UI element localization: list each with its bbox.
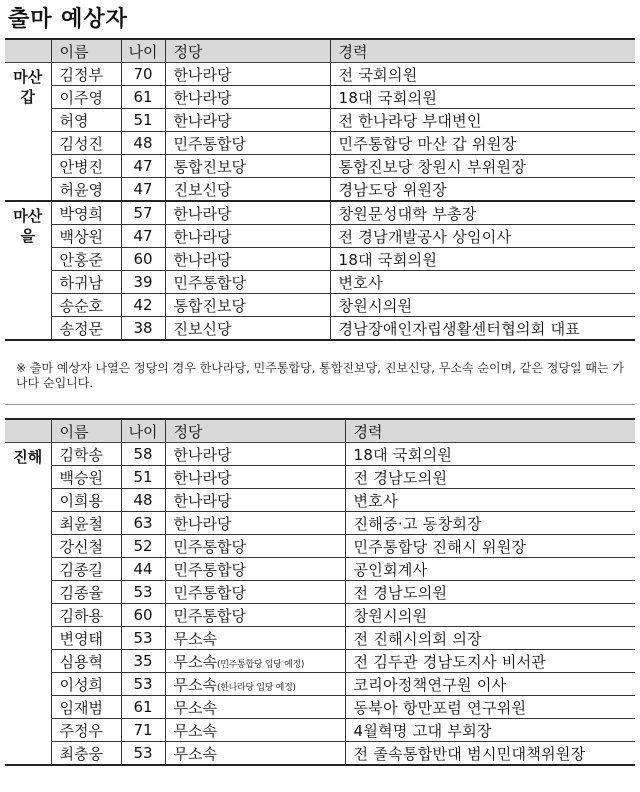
candidate-age: 48 <box>121 132 165 155</box>
candidate-party <box>165 650 345 673</box>
candidate-name: 백상원 <box>51 225 121 248</box>
candidate-name: 허영 <box>51 109 121 132</box>
candidate-age: 35 <box>121 650 165 673</box>
candidate-career: 창원시의원 <box>345 604 635 627</box>
candidate-party: 통합진보당 <box>165 294 330 317</box>
candidate-age: 61 <box>121 696 165 719</box>
candidate-career: 민주통합당 마산 갑 위원장 <box>330 132 635 155</box>
candidate-party: 민주통합당 <box>165 271 330 294</box>
party-join-note: (민주통합당 입당 예정) <box>216 659 305 670</box>
candidate-career: 경남장애인자립생활센터협의회 대표 <box>330 317 635 341</box>
header-party: 정당 <box>165 39 330 63</box>
candidate-row <box>5 178 635 202</box>
header-name: 이름 <box>51 419 121 443</box>
candidate-party <box>165 673 345 696</box>
candidate-party: 민주통합당 <box>165 604 345 627</box>
candidate-party: 한나라당 <box>165 201 330 225</box>
candidate-row <box>5 650 635 673</box>
party-name: 무소속 <box>173 675 217 694</box>
candidate-career: 전 경남개발공사 상임이사 <box>330 225 635 248</box>
candidate-name: 박영희 <box>51 201 121 225</box>
candidate-age: 60 <box>121 604 165 627</box>
candidate-party: 무소속 <box>165 627 345 650</box>
candidate-party: 민주통합당 <box>165 132 330 155</box>
candidate-name: 최윤철 <box>51 512 121 535</box>
candidate-party: 진보신당 <box>165 178 330 202</box>
candidate-row <box>5 248 635 271</box>
candidate-age: 58 <box>121 443 165 466</box>
party-join-note: (한나라당 입당 예정) <box>216 682 296 693</box>
candidate-career: 전 한나라당 부대변인 <box>330 109 635 132</box>
header-career: 경력 <box>345 419 635 443</box>
candidate-age: 44 <box>121 558 165 581</box>
candidate-age: 57 <box>121 201 165 225</box>
candidate-career: 공인회계사 <box>345 558 635 581</box>
candidate-career: 전 국회의원 <box>330 63 635 86</box>
candidate-name: 임재범 <box>51 696 121 719</box>
candidate-name: 송정문 <box>51 317 121 341</box>
candidate-career: 전 경남도의원 <box>345 466 635 489</box>
candidate-age: 38 <box>121 317 165 341</box>
candidate-party: 통합진보당 <box>165 155 330 178</box>
candidate-name: 김종길 <box>51 558 121 581</box>
candidate-row <box>5 109 635 132</box>
candidate-age: 47 <box>121 225 165 248</box>
candidate-row <box>5 535 635 558</box>
candidate-career: 민주통합당 진해시 위원장 <box>345 535 635 558</box>
candidate-row <box>5 719 635 742</box>
candidate-name: 백승원 <box>51 466 121 489</box>
candidate-name: 주정우 <box>51 719 121 742</box>
candidate-party: 한나라당 <box>165 86 330 109</box>
candidate-career: 18대 국회의원 <box>330 248 635 271</box>
candidate-age: 48 <box>121 489 165 512</box>
candidate-party: 무소속 <box>165 696 345 719</box>
candidate-row <box>5 225 635 248</box>
candidate-row <box>5 581 635 604</box>
candidate-age: 52 <box>121 535 165 558</box>
table-header-row <box>5 39 635 63</box>
region-label-masan-gap: 마산 갑 <box>5 63 51 202</box>
candidate-name: 허윤영 <box>51 178 121 202</box>
candidate-career: 경남도당 위원장 <box>330 178 635 202</box>
candidate-name: 변영태 <box>51 627 121 650</box>
party-name: 무소속 <box>173 652 217 671</box>
candidate-career: 전 김두관 경남도지사 비서관 <box>345 650 635 673</box>
candidate-name: 김하용 <box>51 604 121 627</box>
candidate-party: 민주통합당 <box>165 581 345 604</box>
candidate-party: 무소속 <box>165 742 345 766</box>
candidate-name: 김학송 <box>51 443 121 466</box>
jinhae-candidates-table <box>5 418 635 766</box>
candidate-party: 한나라당 <box>165 63 330 86</box>
candidate-age: 61 <box>121 86 165 109</box>
candidate-career: 18대 국회의원 <box>345 443 635 466</box>
candidate-party: 무소속 <box>165 719 345 742</box>
candidate-age: 53 <box>121 627 165 650</box>
candidate-party: 한나라당 <box>165 109 330 132</box>
section-divider <box>5 404 635 405</box>
candidate-career: 전 졸속통합반대 범시민대책위원장 <box>345 742 635 766</box>
candidate-row <box>5 155 635 178</box>
region-label-jinhae: 진해 <box>5 443 51 766</box>
candidate-row <box>5 489 635 512</box>
ordering-note: ※ 출마 예상자 나열은 정당의 경우 한나라당, 민주통합당, 통합진보당, 진보신당, 무소속 순이며, 같은 정당일 때는 가나다 순입니다. <box>16 361 624 390</box>
candidate-row <box>5 317 635 341</box>
header-name: 이름 <box>51 39 121 63</box>
candidate-party: 한나라당 <box>165 225 330 248</box>
candidate-age: 47 <box>121 178 165 202</box>
candidate-career: 통합진보당 창원시 부위원장 <box>330 155 635 178</box>
candidate-age: 60 <box>121 248 165 271</box>
candidate-row <box>5 604 635 627</box>
candidate-name: 하귀남 <box>51 271 121 294</box>
candidate-row <box>5 742 635 766</box>
candidate-row <box>5 201 635 225</box>
candidate-name: 최충웅 <box>51 742 121 766</box>
candidate-career: 전 진해시의회 의장 <box>345 627 635 650</box>
candidate-career: 4월혁명 고대 부회장 <box>345 719 635 742</box>
candidate-name: 이주영 <box>51 86 121 109</box>
candidate-row <box>5 63 635 86</box>
candidate-name: 심용혁 <box>51 650 121 673</box>
candidate-age: 70 <box>121 63 165 86</box>
candidate-career: 18대 국회의원 <box>330 86 635 109</box>
candidate-career: 진해중·고 동창회장 <box>345 512 635 535</box>
page-title: 출마 예상자 <box>8 7 128 32</box>
candidate-age: 53 <box>121 673 165 696</box>
candidate-name: 강신철 <box>51 535 121 558</box>
candidate-party: 한나라당 <box>165 248 330 271</box>
candidate-row <box>5 466 635 489</box>
header-career: 경력 <box>330 39 635 63</box>
candidate-name: 김정부 <box>51 63 121 86</box>
candidate-name: 송순호 <box>51 294 121 317</box>
candidate-age: 51 <box>121 109 165 132</box>
candidate-age: 47 <box>121 155 165 178</box>
candidate-party: 진보신당 <box>165 317 330 341</box>
candidate-row <box>5 558 635 581</box>
candidate-name: 안병진 <box>51 155 121 178</box>
candidate-name: 김종율 <box>51 581 121 604</box>
candidate-career: 코리아정책연구원 이사 <box>345 673 635 696</box>
candidate-career: 동북아 항만포럼 연구위원 <box>345 696 635 719</box>
masan-eul-group <box>5 201 635 340</box>
table-header-row <box>5 419 635 443</box>
candidate-age: 71 <box>121 719 165 742</box>
candidate-row <box>5 696 635 719</box>
header-party: 정당 <box>165 419 345 443</box>
candidate-row <box>5 86 635 109</box>
masan-gap-group <box>5 63 635 202</box>
jinhae-group <box>5 443 635 766</box>
candidate-career: 변호사 <box>330 271 635 294</box>
candidate-row <box>5 627 635 650</box>
region-label-masan-eul: 마산 을 <box>5 201 51 340</box>
header-age: 나이 <box>121 419 165 443</box>
candidate-row <box>5 294 635 317</box>
candidate-row <box>5 673 635 696</box>
candidate-party: 한나라당 <box>165 489 345 512</box>
candidate-name: 이희용 <box>51 489 121 512</box>
header-region <box>5 39 51 63</box>
masan-candidates-table <box>5 38 635 341</box>
candidate-party: 한나라당 <box>165 466 345 489</box>
candidate-career: 창원문성대학 부총장 <box>330 201 635 225</box>
header-region <box>5 419 51 443</box>
candidate-party: 한나라당 <box>165 512 345 535</box>
candidate-career: 전 경남도의원 <box>345 581 635 604</box>
candidate-name: 이성희 <box>51 673 121 696</box>
candidate-row <box>5 132 635 155</box>
candidate-party: 한나라당 <box>165 443 345 466</box>
candidate-age: 51 <box>121 466 165 489</box>
candidate-career: 변호사 <box>345 489 635 512</box>
candidate-age: 63 <box>121 512 165 535</box>
candidate-age: 53 <box>121 742 165 766</box>
candidate-row <box>5 512 635 535</box>
candidate-name: 안홍준 <box>51 248 121 271</box>
candidate-row <box>5 443 635 466</box>
candidate-age: 42 <box>121 294 165 317</box>
candidate-row <box>5 271 635 294</box>
candidate-age: 39 <box>121 271 165 294</box>
candidate-name: 김성진 <box>51 132 121 155</box>
candidate-age: 53 <box>121 581 165 604</box>
candidate-career: 창원시의원 <box>330 294 635 317</box>
candidate-party: 민주통합당 <box>165 535 345 558</box>
candidate-party: 민주통합당 <box>165 558 345 581</box>
header-age: 나이 <box>121 39 165 63</box>
